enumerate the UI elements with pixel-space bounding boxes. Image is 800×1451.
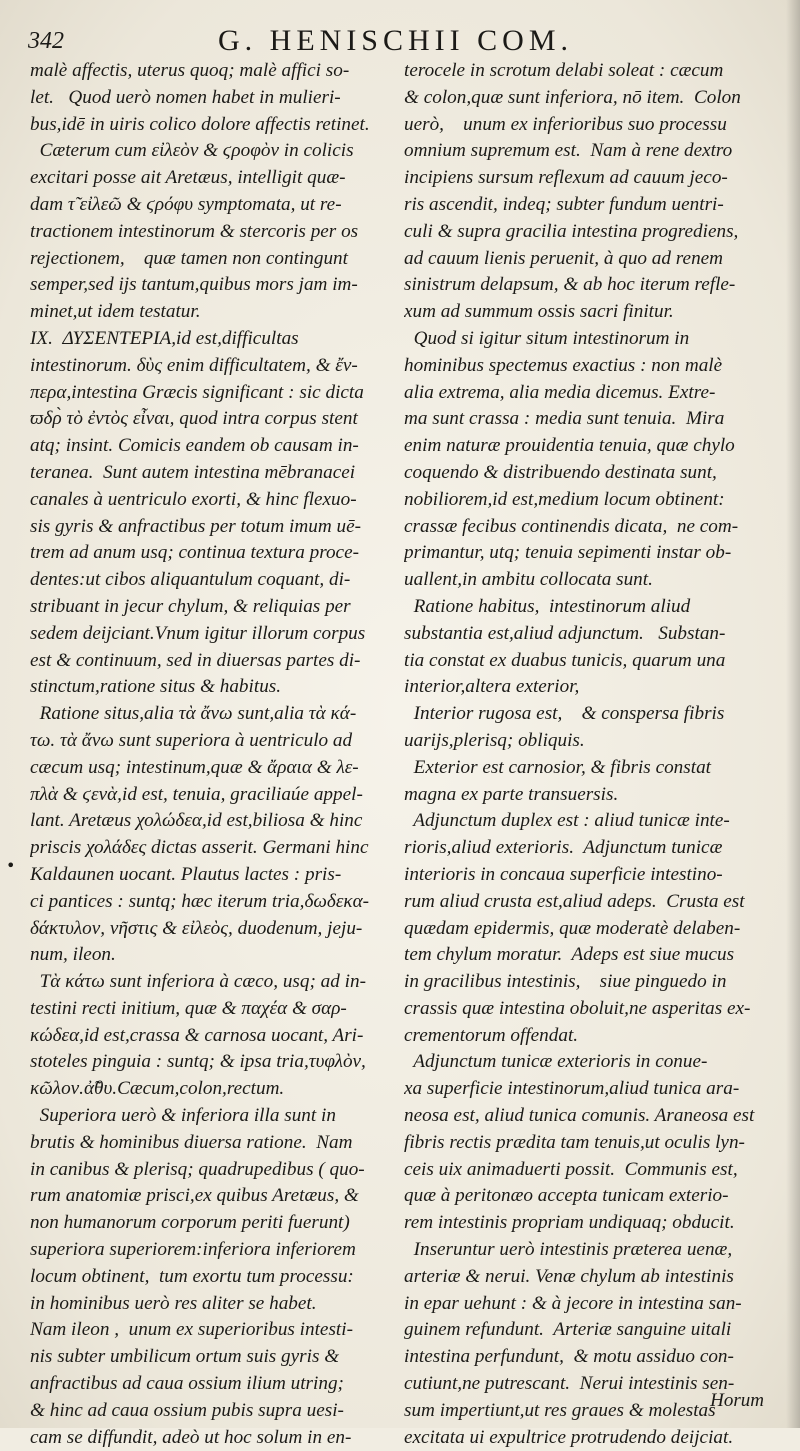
text-line: Ratione situs,alia τὰ ἄνω sunt,alia τὰ κά- (30, 703, 357, 725)
text-line: sinistrum delapsum, & ab hoc iterum refle- (404, 274, 736, 296)
text-line: Quod si igitur situm intestinorum in (404, 327, 690, 349)
text-line: minet,ut idem testatur. (30, 301, 201, 323)
text-line: crementorum offendat. (404, 1024, 579, 1046)
text-line: rem intestinis propriam undiquaq; obducit. (404, 1212, 735, 1234)
text-line: πλὰ & ϛενὰ,id est, tenuia, graciliaúe appel- (30, 783, 363, 805)
text-line: magna ex parte transuersis. (404, 783, 619, 805)
text-line: ϖδρ̀ τὸ ἐντὸς εἶναι, quod intra corpus stent (30, 408, 358, 430)
text-line: sis gyris & anfractibus per totum imum uē- (30, 515, 361, 537)
catchword: Horum (710, 1390, 764, 1411)
text-line: Superiora uerò & inferiora illa sunt in (30, 1105, 336, 1127)
text-line: nobiliorem,id est,medium locum obtinent: (404, 488, 725, 510)
text-line: sedem deijciant.Vnum igitur illorum corpus (30, 622, 366, 644)
text-line: semper,sed ijs tantum,quibus mors jam im- (30, 274, 358, 296)
text-line: bus,idē in uiris colico dolore affectis retinet. (30, 113, 370, 135)
text-line: Nam ileon , unum ex superioribus intesti- (30, 1319, 353, 1341)
text-line: Exterior est carnosior, & fibris constat (404, 756, 711, 778)
text-line: κῶλον.ἀ̃θυ.Cæcum,colon,rectum. (30, 1078, 285, 1100)
text-line: crassis quæ intestina oboluit,ne asperitas ex- (404, 997, 751, 1019)
text-line: & hinc ad caua ossium pubis supra uesi- (30, 1399, 344, 1421)
text-line: substantia est,aliud adjunctum. Substan- (404, 622, 726, 644)
text-line: brutis & hominibus diuersa ratione. Nam (30, 1131, 353, 1153)
text-line: excitata ui expultrice protrudendo deijciat. (404, 1426, 734, 1448)
text-line: xa superficie intestinorum,aliud tunica ara- (404, 1078, 740, 1100)
text-line: enim naturæ prouidentia tenuia, quæ chylo (404, 435, 735, 457)
text-line: in canibus & plerisq; quadrupedibus ( quo- (30, 1158, 365, 1180)
text-line: Adjunctum duplex est : aliud tunicæ inte- (404, 810, 730, 832)
text-line: arteriæ & nerui. Venæ chylum ab intestinis (404, 1265, 734, 1287)
text-line: terocele in scrotum delabi soleat : cæcum (404, 60, 724, 81)
text-line: primantur, utq; tenuia sepimenti instar ob- (404, 542, 732, 564)
text-line: tia constat ex duabus tunicis, quarum una (404, 649, 726, 671)
text-line: stinctum,ratione situs & habitus. (30, 676, 282, 698)
text-line: δάκτυλον, νῆστις & εἰλεὸς, duodenum, jeju- (30, 917, 363, 939)
text-line: dam τ̃ εἰλεῶ & ϛρόφυ symptomata, ut re- (30, 193, 342, 215)
text-line: Cæterum cum εἰλεὸν & ϛροφὸν in colicis (30, 140, 354, 162)
text-line: atq; insint. Comicis eandem ob causam in- (30, 435, 359, 457)
text-line: tractionem intestinorum & stercoris per os (30, 220, 359, 242)
text-line: rejectionem, quæ tamen non contingunt (30, 247, 348, 269)
text-line: quæ à peritonæo accepta tunicam exterio- (404, 1185, 729, 1207)
text-line: IX. ΔΥΣΕΝΤΕΡΙΑ,id est,difficultas (30, 327, 299, 349)
text-line: Interior rugosa est, & conspersa fibris (404, 703, 725, 725)
text-line: excitari posse ait Aretæus, intelligit quæ- (30, 167, 346, 189)
text-line: ci pantices : suntq; hæc iterum tria,δωδεκα- (30, 890, 370, 912)
page-number: 342 (28, 28, 64, 54)
text-line: Τὰ κάτω sunt inferiora à cæco, usq; ad in- (30, 971, 366, 993)
text-line: ad cauum lienis peruenit, à quo ad renem (404, 247, 724, 269)
text-line: superiora superiorem:inferiora inferiorem (30, 1239, 356, 1261)
text-line: περα,intestina Græcis significant : sic dicta (30, 381, 364, 403)
text-line: testini recti initium, quæ & παχέα & σαρ- (30, 997, 347, 1019)
text-line: intestina perfundunt, & motu assiduo con- (404, 1346, 734, 1368)
right-column (404, 58, 766, 1451)
text-line: guinem refundunt. Arteriæ sanguine uitali (404, 1319, 732, 1341)
text-line: teranea. Sunt autem intestina mēbranacei (30, 461, 356, 483)
text-line: culi & supra gracilia intestina progrediens, (404, 220, 739, 242)
running-head: G. HENISCHII COM. (218, 24, 573, 57)
text-line: omnium supremum est. Nam à rene dextro (404, 140, 733, 162)
text-line: in epar uehunt : & à jecore in intestina san- (404, 1292, 742, 1314)
text-line: dentes:ut cibos aliquantulum coquant, di- (30, 569, 351, 591)
text-line: coquendo & distribuendo destinata sunt, (404, 461, 717, 483)
text-line: interioris in concaua superficie intestino- (404, 863, 723, 885)
text-line: non humanorum corporum periti fuerunt) (30, 1212, 350, 1234)
text-line: cutiunt,ne putrescant. Nerui intestinis sen- (404, 1373, 735, 1395)
text-line: in gracilibus intestinis, siue pinguedo in (404, 971, 727, 993)
text-line: uallent,in ambitu collocata sunt. (404, 569, 653, 591)
text-line: hominibus spectemus exactius : non malè (404, 354, 723, 376)
text-line: priscis χολάδες dictas asserit. Germani hinc (30, 837, 369, 859)
text-line: ceis uix animaduerti possit. Communis est, (404, 1158, 738, 1180)
text-line: in hominibus uerò res aliter se habet. (30, 1292, 317, 1314)
text-line: canales à uentriculo exorti, & hinc flexuo- (30, 488, 357, 510)
text-line: Adjunctum tunicæ exterioris in conue- (404, 1051, 708, 1073)
text-line: ris ascendit, indeq; subter fundum uentri- (404, 193, 724, 215)
page-edge-shadow (786, 0, 800, 1428)
text-line: cæcum usq; intestinum,quæ & ἄραια & λε- (30, 756, 359, 778)
text-line: trem ad anum usq; continua textura proce- (30, 542, 359, 564)
text-line: alia extrema, alia media dicemus. Extre- (404, 381, 716, 403)
text-line: interior,altera exterior, (404, 676, 580, 698)
text-line: neosa est, aliud tunica comunis. Araneosa est (404, 1105, 755, 1127)
text-line: intestinorum. δὺς enim difficultatem, & ἔν- (30, 354, 358, 376)
text-line: uarijs,plerisq; obliquis. (404, 729, 585, 751)
text-line: τω. τὰ ἄνω sunt superiora à uentriculo ad (30, 729, 353, 751)
text-line: crassæ fecibus continendis dicata, ne com- (404, 515, 739, 537)
text-line: stoteles pinguia : suntq; & ipsa tria,τυφλὸν, (30, 1051, 366, 1073)
text-line: rum aliud crusta est,aliud adeps. Crusta est (404, 890, 745, 912)
text-line: tem chylum moratur. Adeps est siue mucus (404, 944, 735, 966)
text-line: locum obtinent, tum exortu tum processu: (30, 1265, 354, 1287)
text-line: uerò, unum ex inferioribus suo processu (404, 113, 727, 135)
text-line: κώδεα,id est,crassa & carnosa uocant, Ari- (30, 1024, 364, 1046)
text-line: sum impertiunt,ut res graues & molestas (404, 1399, 716, 1421)
margin-mark: • (6, 856, 16, 875)
text-line: Kaldaunen uocant. Plautus lactes : pris- (30, 863, 342, 885)
text-line: rum anatomiæ prisci,ex quibus Aretæus, & (30, 1185, 359, 1207)
text-line: & colon,quæ sunt inferiora, nō item. Colon (404, 86, 741, 108)
left-column (30, 58, 392, 1451)
text-line: fibris rectis prædita tam tenuis,ut oculis lyn- (404, 1131, 745, 1153)
text-line: est & continuum, sed in diuersas partes di- (30, 649, 361, 671)
text-line: lant. Aretæus χολώδεα,id est,biliosa & hinc (30, 810, 363, 832)
text-line: xum ad summum ossis sacri finitur. (404, 301, 674, 323)
text-line: malè affectis, uterus quoq; malè affici so- (30, 60, 350, 81)
text-line: rioris,aliud exterioris. Adjunctum tunicæ (404, 837, 723, 859)
text-line: anfractibus ad caua ossium ilium utring; (30, 1373, 344, 1395)
text-line: quædam epidermis, quæ moderatè delaben- (404, 917, 741, 939)
text-line: stribuant in jecur chylum, & reliquias per (30, 595, 351, 617)
text-line: cam se diffundit, adeò ut hoc solum in en- (30, 1426, 352, 1448)
text-line: nis subter umbilicum ortum suis gyris & (30, 1346, 340, 1368)
text-line: incipiens sursum reflexum ad cauum jeco- (404, 167, 728, 189)
text-line: ma sunt crassa : media sunt tenuia. Mira (404, 408, 725, 430)
page-header (28, 20, 788, 60)
text-line: num, ileon. (30, 944, 116, 966)
text-line: Inseruntur uerò intestinis præterea uenæ, (404, 1239, 733, 1261)
text-line: let. Quod uerò nomen habet in mulieri- (30, 86, 341, 108)
text-line: Ratione habitus, intestinorum aliud (404, 595, 691, 617)
